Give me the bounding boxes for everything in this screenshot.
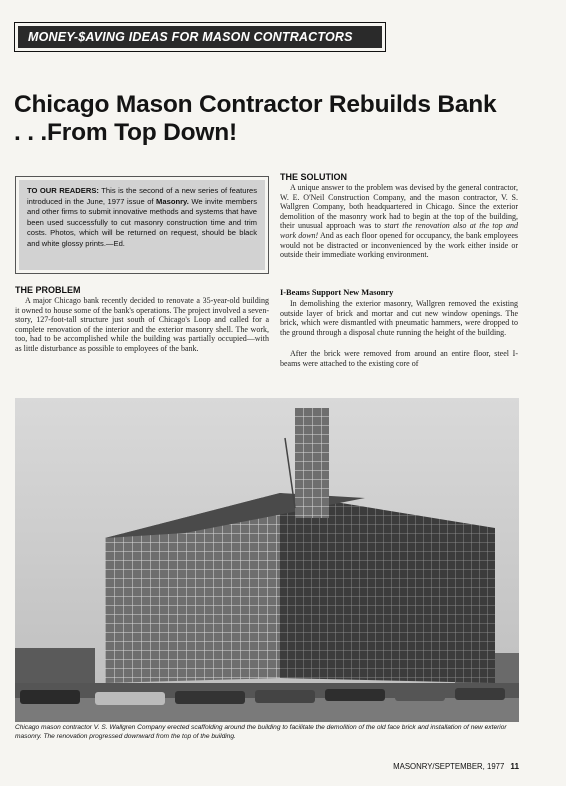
headline-line-1: Chicago Mason Contractor Rebuilds Bank: [14, 91, 497, 118]
readers-note-lead: TO OUR READERS:: [27, 186, 99, 195]
solution-heading: THE SOLUTION: [280, 172, 347, 182]
readers-note-text-2: We invite members and other firms to submit innovative methods and systems that have been used successfully to cut masonry construction time and trim costs. Photos, which will be returned on request, should be black and white glossy prints.—Ed.: [27, 196, 257, 248]
headline-line-2: . . .From Top Down!: [14, 119, 238, 146]
solution-body-italic: start the renovation also at the top and work down!: [280, 221, 518, 240]
problem-body: A major Chicago bank recently decided to renovate a 35-year-old building it owned to house some of the bank's operations. The project involved a seven-story, 127-foot-tall structure just south of Chicago's Loop and called for a complete renovation of the interior and the exterior masonry shell. The work, too, had to be accomplished while the building was partially occupied—with as little disturbance as possible to employees of the bank.: [15, 296, 269, 353]
readers-note-box: [15, 176, 269, 274]
solution-body-a: A unique answer to the problem was devised by the general contractor, W. E. O'Neil Construction Company, and the mason contractor, V. S. Wallgren Company, both headquartered in Chicago. Since the exterior demolition of the masonry work had to begin at the top of the building, their unusual approach was to: [280, 183, 518, 231]
scaffolded-building-image: [15, 398, 519, 722]
ibeams-heading: I-Beams Support New Masonry: [280, 288, 394, 297]
article-headline: [14, 91, 554, 147]
page-number: 11: [510, 762, 519, 771]
readers-note-text-1: This is the second of a new series of features introduced in the June, 1977 issue of: [27, 186, 257, 206]
section-banner: [14, 22, 386, 52]
readers-note-magazine: Masonry.: [156, 196, 189, 206]
footer-issue: MASONRY/SEPTEMBER, 1977: [393, 762, 505, 771]
ibeams-paragraph-1: In demolishing the exterior masonry, Wallgren removed the existing outside layer of brick and mortar and cut new window openings. The brick, which were dismantled with pneumatic hammers, were dropped to the ground through a disposal chute running the height of the building.: [280, 299, 518, 337]
solution-body-b: And as each floor opened for occupancy, the bank employees would not be distracted or inconvenienced by the work either inside or outside their immediate working environment.: [280, 230, 519, 260]
photo-caption: Chicago mason contractor V. S. Wallgren Company erected scaffolding around the building to facilitate the demolition of the old face brick and installation of new exterior masonry. The renovation progressed downward from the top of the building.: [15, 724, 507, 740]
problem-heading: THE PROBLEM: [15, 285, 81, 295]
readers-note-text: [19, 180, 265, 270]
ibeams-paragraph-2: After the brick were removed from around an entire floor, steel I-beams were attached to the existing core of: [280, 349, 518, 368]
banner-text: MONEY-$AVING IDEAS FOR MASON CONTRACTORS: [18, 26, 382, 48]
construction-photo: [15, 398, 519, 722]
solution-body: [280, 183, 518, 260]
page-footer: [0, 762, 519, 771]
